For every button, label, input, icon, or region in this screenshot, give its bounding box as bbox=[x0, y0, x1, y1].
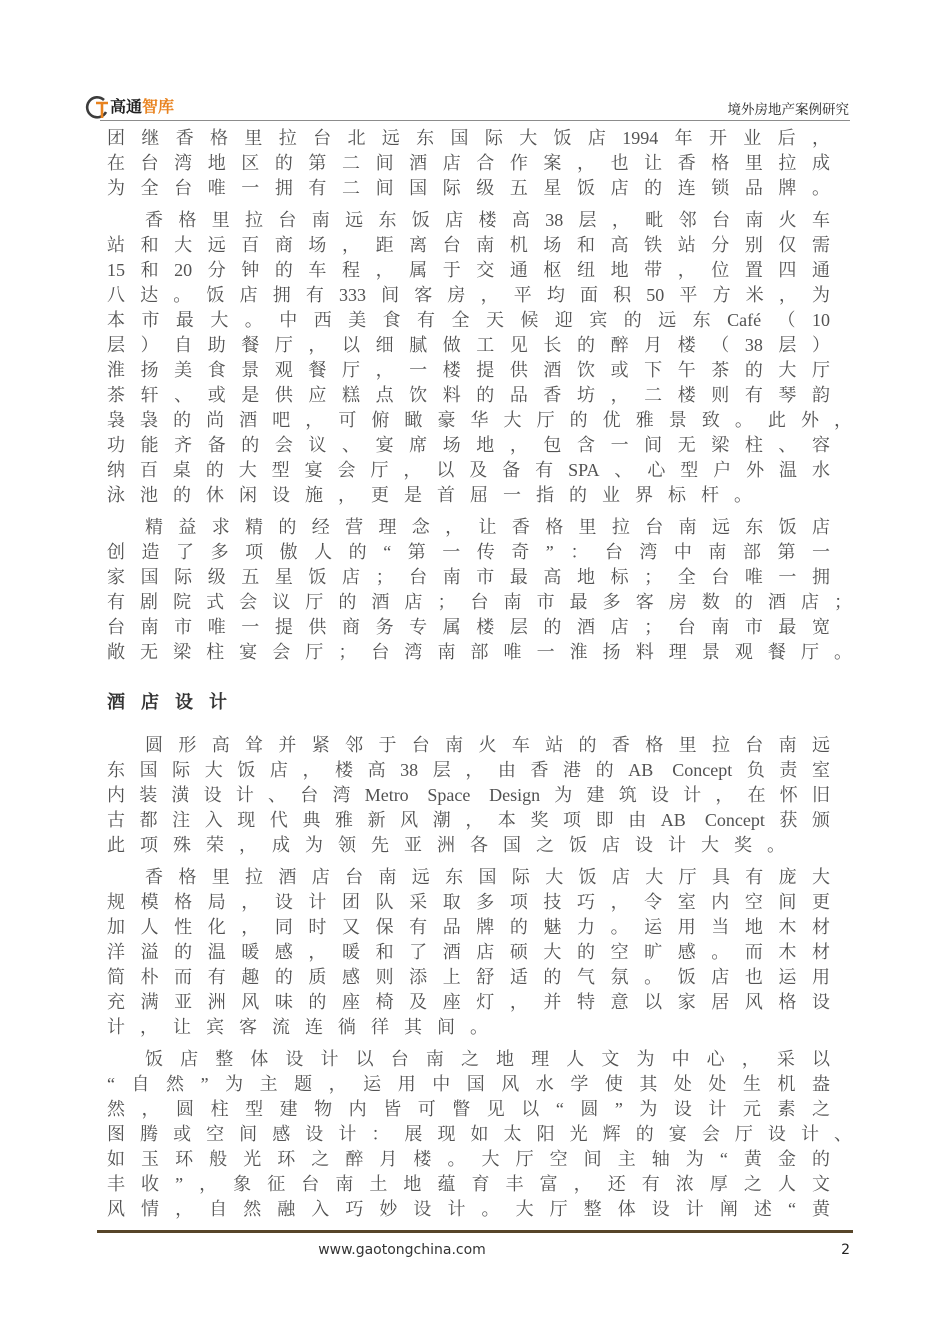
text-line: 站和大远百商场，距离台南机场和高铁站分别仅需 bbox=[107, 235, 830, 255]
text-line: 洋溢的温暖感，暖和了酒店硕大的空旷感。而木材 bbox=[107, 942, 830, 962]
text-line: 饭店整体设计以台南之地理人文为中心，采以 bbox=[145, 1049, 830, 1069]
text-line: 充满亚洲风味的座椅及座灯，并特意以家居风格设 bbox=[107, 992, 830, 1012]
text-line: 风情，自然融入巧妙设计。大厅整体设计阐述“黄 bbox=[107, 1199, 830, 1219]
text-line: 加人性化，同时又保有品牌的魅力。运用当地木材 bbox=[107, 917, 830, 937]
text-line: 图腾或空间感设计：展现如太阳光辉的宴会厅设计、 bbox=[107, 1124, 852, 1144]
paragraph bbox=[107, 733, 852, 858]
text-line: 本市最大。中西美食有全天候迎宾的远东Café（10 bbox=[107, 310, 830, 330]
paragraph bbox=[107, 208, 852, 508]
text-line: 规模格局，设计团队采取多项技巧，令室内空间更 bbox=[107, 892, 830, 912]
section-heading: 酒店设计 bbox=[107, 692, 243, 712]
text-line: 丰收”，象征台南土地蕴育丰富，还有浓厚之人文 bbox=[107, 1174, 830, 1194]
text-line: 如玉环般光环之醉月楼。大厅空间主轴为“黄金的 bbox=[107, 1149, 830, 1169]
text-line: 淮扬美食景观餐厅，一楼提供酒饮或下午茶的大厅 bbox=[107, 360, 830, 380]
header-divider bbox=[100, 120, 850, 121]
page-number: 2 bbox=[841, 1242, 850, 1258]
document-body bbox=[107, 126, 852, 1229]
text-line: 茶轩、或是供应糕点饮料的品香坊，二楼则有琴韵 bbox=[107, 385, 830, 405]
text-line: 纳百桌的大型宴会厅，以及备有SPA、心型户外温水 bbox=[107, 460, 830, 480]
text-line: 创造了多项傲人的“第一传奇”：台湾中南部第一 bbox=[107, 542, 830, 562]
brand-name-accent: 智库 bbox=[142, 99, 175, 116]
text-line: 为全台唯一拥有二间国际级五星饭店的连锁品牌。 bbox=[107, 178, 830, 198]
text-line: 此项殊荣，成为领先亚洲各国之饭店设计大奖。 bbox=[107, 835, 800, 855]
text-line: 圆形高耸并紧邻于台南火车站的香格里拉台南远 bbox=[145, 735, 830, 755]
text-line: 香格里拉酒店台南远东国际大饭店大厅具有庞大 bbox=[145, 867, 830, 887]
text-line: 有剧院式会议厅的酒店；台南市最多客房数的酒店； bbox=[107, 592, 852, 612]
text-line: 精益求精的经营理念，让香格里拉台南远东饭店 bbox=[145, 517, 830, 537]
text-line: 袅袅的尚酒吧，可俯瞰豪华大厅的优雅景致。此外， bbox=[107, 410, 852, 430]
report-series-title: 境外房地产案例研究 bbox=[727, 102, 849, 117]
paragraph bbox=[107, 1047, 852, 1222]
text-line: 团继香格里拉台北远东国际大饭店1994年开业后， bbox=[107, 128, 830, 148]
paragraph bbox=[107, 126, 852, 201]
text-line: 台南市唯一提供商务专属楼层的酒店；台南市最宽 bbox=[107, 617, 830, 637]
text-line: 然，圆柱型建物内皆可瞥见以“圆”为设计元素之 bbox=[107, 1099, 830, 1119]
paragraph bbox=[107, 865, 852, 1040]
text-line: 功能齐备的会议、宴席场地，包含一间无梁柱、容 bbox=[107, 435, 830, 455]
text-line: 家国际级五星饭店；台南市最高地标；全台唯一拥 bbox=[107, 567, 830, 587]
text-line: 内装潢设计、台湾Metro Space Design为建筑设计，在怀旧 bbox=[107, 785, 830, 805]
text-line: 东国际大饭店，楼高38层，由香港的AB Concept负责室 bbox=[107, 760, 830, 780]
brand-name bbox=[110, 98, 174, 118]
gaotong-logo-mark bbox=[84, 94, 110, 120]
website-url: www.gaotongchina.com bbox=[318, 1242, 486, 1258]
text-line: 八达。饭店拥有333间客房，平均面积50平方米，为 bbox=[107, 285, 830, 305]
paragraph bbox=[107, 515, 852, 665]
text-line: 15和20分钟的车程，属于交通枢纽地带，位置四通 bbox=[107, 260, 830, 280]
brand-name-primary: 高通 bbox=[110, 99, 143, 116]
text-line: 层）自助餐厅，以细腻做工见长的醉月楼（38层） bbox=[107, 335, 830, 355]
text-line: 香格里拉台南远东饭店楼高38层，毗邻台南火车 bbox=[145, 210, 830, 230]
logo-t-stroke bbox=[96, 103, 108, 118]
text-line: 敞无梁柱宴会厅；台湾南部唯一淮扬料理景观餐厅。 bbox=[107, 642, 852, 662]
text-line: 古都注入现代典雅新风潮，本奖项即由AB Concept获颁 bbox=[107, 810, 830, 830]
text-line: “自然”为主题，运用中国风水学使其处处生机盎 bbox=[107, 1074, 830, 1094]
text-line: 在台湾地区的第二间酒店合作案，也让香格里拉成 bbox=[107, 153, 830, 173]
footer-divider bbox=[97, 1230, 853, 1233]
text-line: 泳池的休闲设施，更是首屈一指的业界标杆。 bbox=[107, 485, 767, 505]
text-line: 计，让宾客流连徜徉其间。 bbox=[107, 1017, 503, 1037]
text-line: 简朴而有趣的质感则添上舒适的气氛。饭店也运用 bbox=[107, 967, 830, 987]
